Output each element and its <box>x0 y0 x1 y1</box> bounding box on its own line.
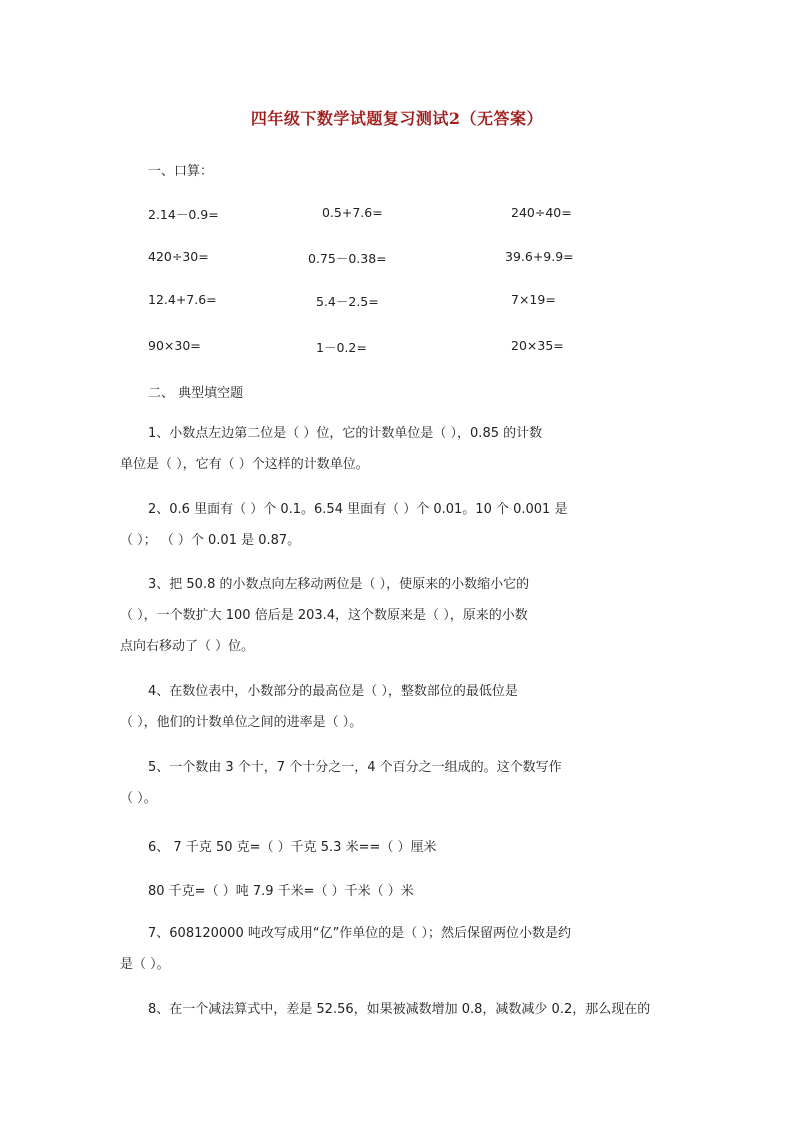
question-2 <box>120 494 676 556</box>
calc-item: 12.4+7.6= <box>148 292 217 307</box>
calc-item: 39.6+9.9= <box>505 249 574 264</box>
question-line: 2、0.6 里面有（ ）个 0.1。6.54 里面有（ ）个 0.01。10 个 0.001 是 <box>148 502 568 517</box>
question-line: 单位是（ ），它有（ ）个这样的计数单位。 <box>120 457 369 472</box>
question-line: 是（ ）。 <box>120 957 170 972</box>
question-4 <box>120 676 676 738</box>
question-line: 3、把 50.8 的小数点向左移动两位是（ ），使原来的小数缩小它的 <box>148 577 530 592</box>
question-line: （ ），他们的计数单位之间的进率是（ ）。 <box>120 715 363 730</box>
calc-item: 90×30= <box>148 338 201 353</box>
calc-item: 2.14－0.9= <box>148 207 219 222</box>
calc-item: 0.5+7.6= <box>322 205 383 220</box>
calc-item: 240÷40= <box>511 205 572 220</box>
question-7 <box>120 918 676 980</box>
question-6-line-1: 6、 7 千克 50 克=（ ）千克 5.3 米==（ ）厘米 <box>148 840 437 855</box>
calc-item: 0.75－0.38= <box>308 251 387 266</box>
question-line: 8、在一个减法算式中，差是 52.56，如果被减数增加 0.8，减数减少 0.2，那么现在的 <box>148 1002 651 1017</box>
question-line: 7、608120000 吨改写成用“亿”作单位的是（ ）；然后保留两位小数是约 <box>148 926 571 941</box>
question-line: 4、在数位表中，小数部分的最高位是（ ），整数部位的最低位是 <box>148 684 518 699</box>
question-line: （ ），一个数扩大 100 倍后是 203.4，这个数原来是（ ），原来的小数 <box>120 608 528 623</box>
question-line: 5、一个数由 3 个十，7 个十分之一，4 个百分之一组成的。这个数写作 <box>148 760 562 775</box>
calc-item: 420÷30= <box>148 249 209 264</box>
calc-item: 5.4－2.5= <box>316 294 379 309</box>
question-8 <box>120 994 676 1025</box>
section-1-heading: 一、口算： <box>148 164 214 179</box>
question-line: 1、小数点左边第二位是（ ）位，它的计数单位是（ ），0.85 的计数 <box>148 426 543 441</box>
question-line: 点向右移动了（ ）位。 <box>120 639 255 654</box>
question-1 <box>120 418 676 480</box>
calc-item: 7×19= <box>511 292 556 307</box>
question-3 <box>120 569 676 662</box>
page-title: 四年级下数学试题复习测试2（无答案） <box>250 109 544 128</box>
calc-item: 1－0.2= <box>316 340 367 355</box>
section-2-heading: 二、 典型填空题 <box>148 386 244 401</box>
question-line: （ ）； （ ）个 0.01 是 0.87。 <box>120 533 301 548</box>
question-line: （ ）。 <box>120 791 157 806</box>
calc-item: 20×35= <box>511 338 564 353</box>
question-6-line-2: 80 千克=（ ）吨 7.9 千米=（ ）千米（ ）米 <box>148 884 414 899</box>
question-5 <box>120 752 676 814</box>
